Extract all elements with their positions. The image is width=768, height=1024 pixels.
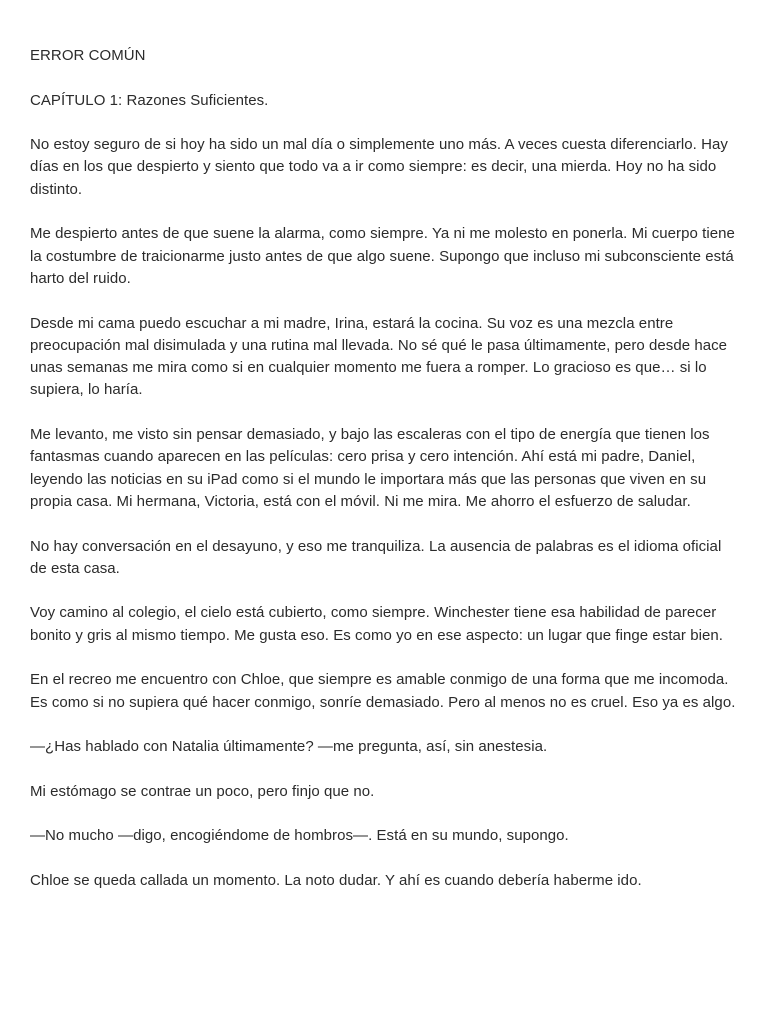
paragraph: Desde mi cama puedo escuchar a mi madre, Irina, estará la cocina. Su voz es una mezcla entre preocupación mal disimulada y una rutina mal llevada. No sé qué le pasa últimamente, pero desde hace unas semanas me mira como si en cualquier momento me fuera a romper. Lo gracioso es que… si lo supiera, lo haría.: [30, 314, 728, 399]
paragraph: No estoy seguro de si hoy ha sido un mal día o simplemente uno más. A veces cuesta diferenciarlo. Hay días en los que despierto y siento que todo va a ir como siempre: es decir, una mierda. Hoy no ha sido distinto.: [30, 136, 728, 198]
dialogue-line: —No mucho —digo, encogiéndome de hombros—. Está en su mundo, supongo.: [30, 827, 569, 845]
paragraph: En el recreo me encuentro con Chloe, que siempre es amable conmigo de una forma que me incomoda. Es como si no supiera qué hacer conmigo, sonríe demasiado. Pero al menos no es cruel. Eso ya es algo.: [30, 671, 736, 711]
paragraph: Me despierto antes de que suene la alarma, como siempre. Ya ni me molesto en ponerla. Mi cuerpo tiene la costumbre de traicionarme justo antes de que algo suene. Supongo que incluso mi subconsciente está harto del ruido.: [30, 225, 735, 287]
document-title: ERROR COMÚN: [30, 47, 146, 64]
paragraph: No hay conversación en el desayuno, y eso me tranquiliza. La ausencia de palabras es el idioma oficial de esta casa.: [30, 537, 722, 577]
paragraph: Voy camino al colegio, el cielo está cubierto, como siempre. Winchester tiene esa habilidad de parecer bonito y gris al mismo tiempo. Me gusta eso. Es como yo en ese aspecto: un lugar que finge estar bien.: [30, 604, 723, 644]
paragraph: Mi estómago se contrae un poco, pero finjo que no.: [30, 782, 375, 800]
paragraph: Chloe se queda callada un momento. La noto dudar. Y ahí es cuando debería haberme ido.: [30, 871, 642, 889]
chapter-heading: CAPÍTULO 1: Razones Suficientes.: [30, 91, 269, 109]
dialogue-line: —¿Has hablado con Natalia últimamente? —me pregunta, así, sin anestesia.: [30, 738, 548, 756]
document-body: [30, 45, 742, 892]
paragraph: Me levanto, me visto sin pensar demasiado, y bajo las escaleras con el tipo de energía que tienen los fantasmas cuando aparecen en las películas: cero prisa y cero intención. Ahí está mi padre, Daniel, leyendo las noticias en su iPad como si el mundo le importara más que las personas que viven en su propia casa. Mi hermana, Victoria, está con el móvil. Ni me mira. Me ahorro el esfuerzo de saludar.: [30, 426, 710, 510]
